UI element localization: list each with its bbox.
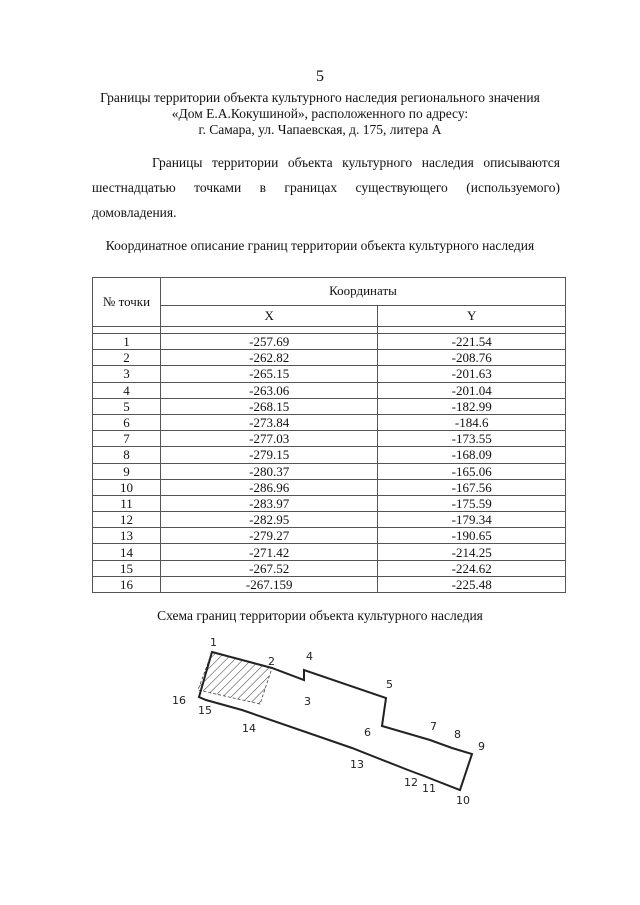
- y-coordinate-cell: -182.99: [378, 398, 566, 414]
- boundary-scheme: [160, 632, 500, 812]
- x-coordinate-cell: -279.15: [161, 447, 378, 463]
- x-coordinate-cell: -263.06: [161, 382, 378, 398]
- point-number-cell: 10: [93, 479, 161, 495]
- header-x: X: [161, 305, 378, 326]
- x-coordinate-cell: -267.52: [161, 560, 378, 576]
- scheme-point-label: 14: [242, 722, 256, 735]
- table-row: [93, 431, 566, 447]
- x-coordinate-cell: -277.03: [161, 431, 378, 447]
- point-number-cell: 7: [93, 431, 161, 447]
- y-coordinate-cell: -208.76: [378, 350, 566, 366]
- table-row: [93, 576, 566, 592]
- table-spacer-row: [93, 327, 566, 334]
- scheme-point-label: 7: [430, 720, 437, 733]
- heading-line-1: Границы территории объекта культурного наследия регионального значения: [100, 90, 540, 105]
- table-row: [93, 479, 566, 495]
- x-coordinate-cell: -267.159: [161, 576, 378, 592]
- scheme-caption: Схема границ территории объекта культурного наследия: [157, 608, 483, 623]
- scheme-point-label: 2: [268, 655, 275, 668]
- x-coordinate-cell: -271.42: [161, 544, 378, 560]
- page-number: 5: [316, 68, 324, 85]
- scheme-point-label: 4: [306, 650, 313, 663]
- x-coordinate-cell: -283.97: [161, 495, 378, 511]
- point-number-cell: 3: [93, 366, 161, 382]
- y-coordinate-cell: -165.06: [378, 463, 566, 479]
- header-y: Y: [378, 305, 566, 326]
- table-row: [93, 528, 566, 544]
- point-number-cell: 8: [93, 447, 161, 463]
- table-row: [93, 560, 566, 576]
- scheme-point-label: 15: [198, 704, 212, 717]
- point-number-cell: 13: [93, 528, 161, 544]
- table-row: [93, 350, 566, 366]
- table-row: [93, 495, 566, 511]
- scheme-point-label: 5: [386, 678, 393, 691]
- x-coordinate-cell: -273.84: [161, 414, 378, 430]
- point-number-cell: 12: [93, 512, 161, 528]
- x-coordinate-cell: -257.69: [161, 334, 378, 350]
- y-coordinate-cell: -179.34: [378, 512, 566, 528]
- point-number-cell: 5: [93, 398, 161, 414]
- intro-line-2: шестнадцатью точками в границах существующего (используемого): [92, 180, 560, 195]
- scheme-point-label: 6: [364, 726, 371, 739]
- table-row: [93, 512, 566, 528]
- y-coordinate-cell: -225.48: [378, 576, 566, 592]
- scheme-point-label: 12: [404, 776, 418, 789]
- y-coordinate-cell: -190.65: [378, 528, 566, 544]
- x-coordinate-cell: -282.95: [161, 512, 378, 528]
- point-number-cell: 1: [93, 334, 161, 350]
- table-row: [93, 382, 566, 398]
- scheme-point-label: 16: [172, 694, 186, 707]
- coordinates-table: [92, 277, 566, 593]
- y-coordinate-cell: -175.59: [378, 495, 566, 511]
- point-number-cell: 15: [93, 560, 161, 576]
- y-coordinate-cell: -214.25: [378, 544, 566, 560]
- table-row: [93, 463, 566, 479]
- scheme-point-label: 10: [456, 794, 470, 807]
- x-coordinate-cell: -265.15: [161, 366, 378, 382]
- y-coordinate-cell: -167.56: [378, 479, 566, 495]
- heading-line-3: г. Самара, ул. Чапаевская, д. 175, литера А: [198, 122, 442, 137]
- x-coordinate-cell: -262.82: [161, 350, 378, 366]
- scheme-point-label: 8: [454, 728, 461, 741]
- header-point-number: № точки: [93, 278, 161, 327]
- table-row: [93, 398, 566, 414]
- y-coordinate-cell: -168.09: [378, 447, 566, 463]
- document-heading: [60, 90, 580, 138]
- x-coordinate-cell: -279.27: [161, 528, 378, 544]
- point-number-cell: 14: [93, 544, 161, 560]
- y-coordinate-cell: -173.55: [378, 431, 566, 447]
- heading-line-2: «Дом Е.А.Кокушиной», расположенного по адресу:: [171, 106, 469, 121]
- y-coordinate-cell: -201.04: [378, 382, 566, 398]
- table-row: [93, 334, 566, 350]
- header-coordinates: Координаты: [161, 278, 566, 306]
- table-caption: Координатное описание границ территории объекта культурного наследия: [105, 238, 535, 253]
- y-coordinate-cell: -184.6: [378, 414, 566, 430]
- point-number-cell: 9: [93, 463, 161, 479]
- coordinates-table-body: [93, 334, 566, 593]
- table-row: [93, 544, 566, 560]
- scheme-point-label: 1: [210, 636, 217, 649]
- point-number-cell: 2: [93, 350, 161, 366]
- table-row: [93, 414, 566, 430]
- x-coordinate-cell: -286.96: [161, 479, 378, 495]
- scheme-point-label: 9: [478, 740, 485, 753]
- point-number-cell: 16: [93, 576, 161, 592]
- table-row: [93, 447, 566, 463]
- y-coordinate-cell: -221.54: [378, 334, 566, 350]
- point-number-cell: 6: [93, 414, 161, 430]
- point-number-cell: 4: [93, 382, 161, 398]
- point-number-cell: 11: [93, 495, 161, 511]
- intro-paragraph: [92, 150, 560, 225]
- scheme-point-label: 13: [350, 758, 364, 771]
- x-coordinate-cell: -268.15: [161, 398, 378, 414]
- intro-line-1: Границы территории объекта культурного наследия описываются: [152, 155, 560, 170]
- y-coordinate-cell: -201.63: [378, 366, 566, 382]
- x-coordinate-cell: -280.37: [161, 463, 378, 479]
- intro-line-3: домовладения.: [92, 205, 177, 220]
- scheme-point-label: 11: [422, 782, 436, 795]
- scheme-point-label: 3: [304, 695, 311, 708]
- table-row: [93, 366, 566, 382]
- y-coordinate-cell: -224.62: [378, 560, 566, 576]
